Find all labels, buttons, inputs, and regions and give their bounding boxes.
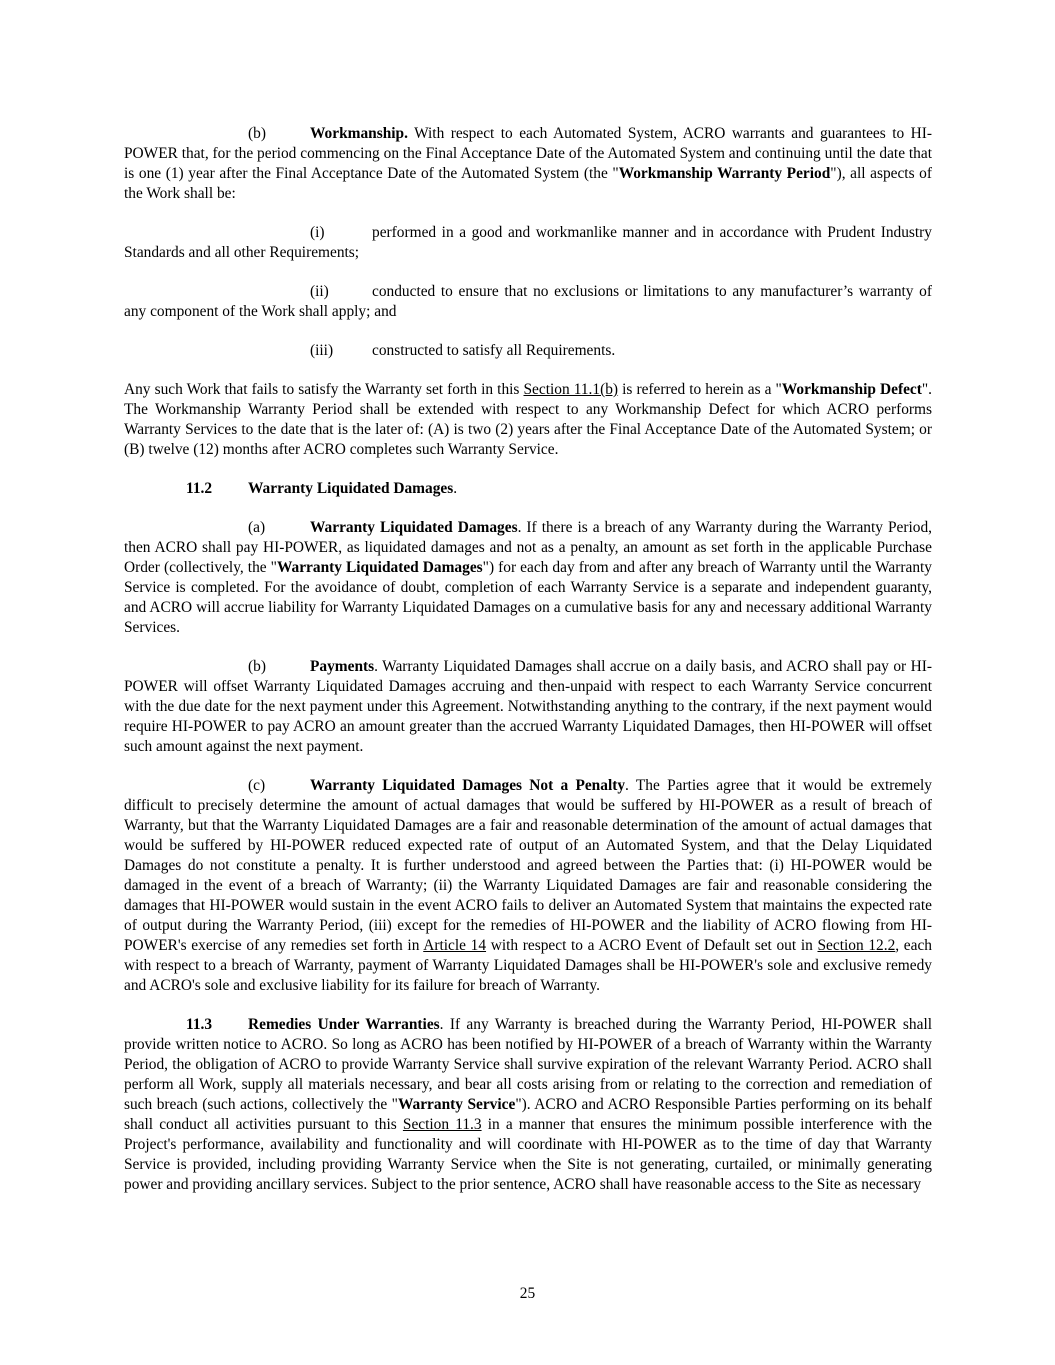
article-reference: Article 14 (423, 937, 487, 954)
defined-term: Workmanship Warranty Period (618, 165, 831, 182)
section-11-2-heading (124, 479, 932, 499)
clause-label: (b) (248, 658, 266, 675)
heading-punctuation: . (453, 480, 458, 497)
clause-heading: Payments (310, 658, 375, 675)
section-reference: Section 11.1(b) (523, 381, 619, 398)
clause-text: , each with respect to a breach of Warranty, payment of Warranty Liquidated Damages shall be HI-POWER's sole and exclusive remedy and ACRO's sole and exclusive liability for its failure for breach of Warranty. (124, 937, 932, 994)
clause-text: in a manner that ensures the minimum possible interference with the Project's performance, availability and functionality and will coordinate with HI-POWER as to the time of day that Warranty Service is provided, including providing Warranty Service when the Site is not generating, curtailed, or minimally generating power and providing ancillary services. Subject to the prior sentence, ACRO shall have reasonable access to the Site as necessary (124, 1116, 933, 1193)
item-label: (ii) (310, 283, 329, 300)
clause-text: with respect to a ACRO Event of Default set out in (486, 937, 818, 954)
item-text: conducted to ensure that no exclusions or limitations to any manufacturer’s warranty of any component of the Work shall apply; and (124, 283, 932, 320)
clause-heading: Warranty Liquidated Damages (310, 519, 518, 536)
clause-text: . The Parties agree that it would be extremely difficult to precisely determine the amount of actual damages that would be suffered by HI-POWER as a result of breach of Warranty, but that the Warranty Liquidated Damages are a fair and reasonable determination of the amount of actual damages that would be suffered by HI-POWER reduced expected rate of output of an Automated System, and that the Delay Liquidated Damages do not constitute a penalty. It is further understood and agreed between the Parties that: (i) HI-POWER would be damaged in the event of a breach of Warranty; (ii) the Warranty Liquidated Damages are fair and reasonable considering the damages that HI-POWER would sustain in the event ACRO fails to deliver an Automated System that maintains the expected rate of output during the Warranty Period, (iii) except for the remedies of HI-POWER and the liability of ACRO flowing from HI-POWER's exercise of any remedies set forth in (124, 777, 932, 954)
clause-label: (a) (248, 519, 266, 536)
clause-text: ". The Workmanship Warranty Period shall be extended with respect to any Workmanship Defect for which ACRO performs Warranty Services to the date that is the later of: (A) is two (2) years after the Final Acceptance Date of the Automated System; or (B) twelve (12) months after ACRO completes such Warranty Service. (124, 381, 932, 458)
page-number: 25 (519, 1285, 536, 1302)
clause-text: . Warranty Liquidated Damages shall accrue on a daily basis, and ACRO shall pay or HI-POWER will offset Warranty Liquidated Damages accruing and then-unpaid with respect to each Warranty Service concurrent with the due date for the next payment under this Agreement. Notwithstanding anything to the contrary, if the next payment would require HI-POWER to pay ACRO an amount greater than the accrued Warranty Liquidated Damages, then HI-POWER will offset such amount against the next payment. (124, 658, 932, 755)
clause-text: With respect to each Automated System, ACRO warrants and guarantees to HI-POWER that, for the period commencing on the Final Acceptance Date of the Automated System and continuing until the date that is one (1) year after the Final Acceptance Date of the Automated System (the " (124, 125, 932, 182)
list-item (124, 223, 932, 263)
clause-label: (c) (248, 777, 266, 794)
section-number: 11.2 (186, 480, 213, 497)
clause-label: (b) (248, 125, 266, 142)
clause-text: . If there is a breach of any Warranty during the Warranty Period, then ACRO shall pay HI-POWER, as liquidated damages and not as a penalty, an amount as set forth in the applicable Purchase Order (collectively, the " (124, 519, 932, 576)
item-text: constructed to satisfy all Requirements. (372, 342, 616, 359)
clause-text: . If any Warranty is breached during the Warranty Period, HI-POWER shall provide written notice to ACRO. So long as ACRO has been notified by HI-POWER of a breach of Warranty within the Warranty Period, the obligation of ACRO to provide Warranty Service shall survive expiration of the relevant Warranty Period. ACRO shall perform all Work, supply all materials necessary, and bear all costs arising from or relating to the correction and remediation of such breach (such actions, collectively the " (124, 1016, 932, 1113)
clause-text: Any such Work that fails to satisfy the Warranty set forth in this (124, 381, 524, 398)
section-heading: Remedies Under Warranties (248, 1016, 440, 1033)
section-11-2-a-paragraph (124, 518, 932, 638)
clause-text: "). ACRO and ACRO Responsible Parties performing on its behalf shall conduct all activities pursuant to this (124, 1096, 932, 1133)
section-reference: Section 11.3 (402, 1116, 482, 1133)
section-11-3-paragraph (124, 1015, 932, 1195)
clause-text: is referred to herein as a " (618, 381, 782, 398)
section-11-2-b-paragraph (124, 657, 932, 757)
section-11-1-b-paragraph (124, 124, 932, 204)
list-item (124, 341, 932, 361)
section-heading: Warranty Liquidated Damages (248, 480, 454, 497)
clause-heading: Warranty Liquidated Damages Not a Penalty (310, 777, 626, 794)
item-label: (i) (310, 224, 325, 241)
section-number: 11.3 (186, 1016, 213, 1033)
section-11-2-c-paragraph (124, 776, 932, 996)
section-reference: Section 12.2 (817, 937, 896, 954)
workmanship-defect-paragraph (124, 380, 932, 460)
clause-text: "), all aspects of the Work shall be: (124, 165, 932, 202)
item-text: performed in a good and workmanlike manner and in accordance with Prudent Industry Standards and all other Requirements; (124, 224, 932, 261)
defined-term: Warranty Liquidated Damages (276, 559, 483, 576)
list-item (124, 282, 932, 322)
item-label: (iii) (310, 342, 334, 359)
defined-term: Warranty Service (397, 1096, 516, 1113)
defined-term: Workmanship Defect (781, 381, 922, 398)
clause-heading: Workmanship. (310, 125, 408, 142)
clause-text: ") for each day from and after any breach of Warranty until the Warranty Service is completed. For the avoidance of doubt, completion of each Warranty Service is a separate and independent guaranty, and ACRO will accrue liability for Warranty Liquidated Damages on a cumulative basis for any and necessary additional Warranty Services. (124, 559, 932, 636)
page-body (124, 124, 932, 1195)
